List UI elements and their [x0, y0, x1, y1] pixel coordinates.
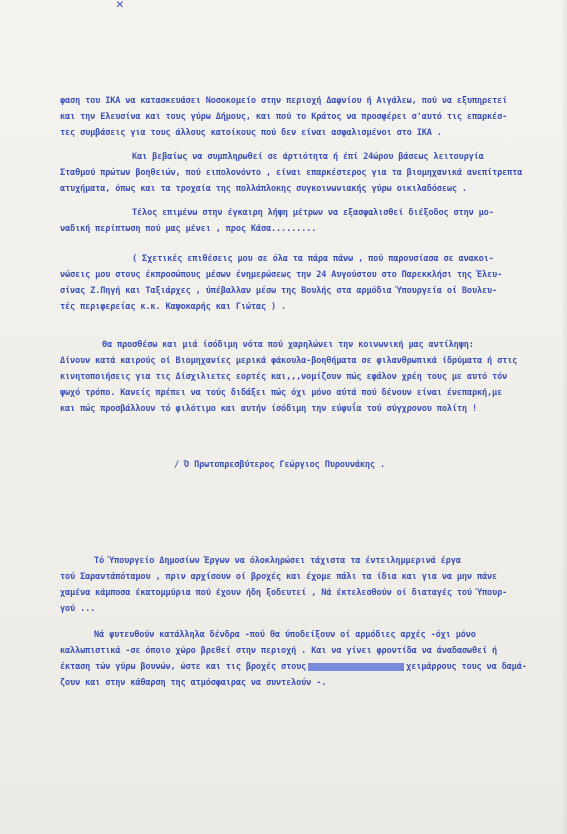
text-line: χαμένα κάμποσα έκατομμύρια πού έχουν ήδη ξοδευτεί , Νά έκτελεσθούν οί διαταγές τού Ύπουρ-: [60, 588, 508, 598]
text-line: καλλωπιστικά -σε όποιο χώρο βρεθεί στην περιοχή . Και να γίνει φροντίδα να άναδασωθεί ή: [60, 646, 498, 656]
text-line: ατυχήματα, όπως και τα τροχαία της πολλάπλοκης συγκοινωνιακής γύρω οικιλαδόσεως .: [60, 184, 467, 194]
text-line: τού Σαραντάπόταμου , πριν αρχίσουν οί βροχές και έχομε πάλι τα ίδια και για να μην πάνε: [60, 572, 498, 582]
text-line: Σταθμού πρώτων βοηθειών, πού ειπολονόντο , είναι επαρκέστερος για τα βιομηχανικά ανεπίτρεπτα: [60, 168, 523, 178]
text-line: νώσεις μου στους έκπροσώπους μέσων ένημερώσεως την 24 Αυγούστου στο Παρεκκλήσι της Έλευ-: [60, 270, 503, 280]
text-line: Δίνουν κατά καιρούς οί Βιομηχανίες μερικά φάκουλα-βοηθήματα σε φιλανθρωπικά ίδρύματα ή στις: [60, 356, 518, 366]
signature-line: / Ό Πρωτοπρεσβύτερος Γεώργιος Πυρουνάκης .: [174, 460, 386, 470]
page-edge-shadow: [561, 0, 567, 834]
text-line: ναδική περίπτωση πού μας μένει , προς Κάσα.........: [60, 224, 317, 234]
text-line: ( Σχετικές επιθέσεις μου σε όλα τα πάρα πάνω , πού παρουσίασα σε ανακοι-: [132, 254, 494, 264]
text-line: Τό Ύπουργείο Δημοσίων Έργων να όλοκληρώσει τάχιστα τα έντειλημμερινά έργα: [94, 556, 461, 566]
text-line: τες συμβάσεις για τους άλλους κατοίκους πού δεν είναι ασφαλισμένοι στο ΙΚΑ .: [60, 128, 442, 138]
text-line: [60, 662, 527, 673]
struck-out-text: [308, 663, 404, 671]
text-line: Νά φυτευθούν κατάλληλα δένδρα -πού θα ύποδείξουν οί αρμόδιες αρχές -όχι μόνο: [94, 630, 476, 640]
text-fragment: έκταση τών γύρω βουνών, ώστε και τις βροχές στους: [60, 662, 307, 672]
text-line: τές περιφερείας κ.κ. Καψοκαρής και Γιώτας ) .: [60, 302, 287, 312]
text-line: Τέλος επιμένω στην έγκαιρη λήψη μέτρων να εξασφαλισθεί διέξοδος στην μο-: [132, 208, 494, 218]
text-line: και πώς προσβάλλουν τό φιλότιμο και αυτήν ίσόδιμη την εύφυΐα τού σύγχρονου πολίτη !: [60, 404, 477, 414]
text-line: Και βεβαίως να συμπληρωθεί σε άρτιότητα ή έπί 24ώρου βάσεως λειτουργία: [132, 152, 484, 162]
text-line: ψωχό τρόπο. Κανείς πρέπει να τούς διδάξει πώς όχι μόνο αύτά πού δένουν είναι ένεπαρκή,με: [60, 388, 503, 398]
text-line: Θα προσθέσω και μιά ίσόδιμη νότα πού χαρηλώνει την κοινωνική μας αντίληψη:: [102, 340, 474, 350]
text-line: και την Ελευσίνα και τους γύρω Δήμους, και πού το Κράτος να προσφέρει σ'αυτό τις επαρκέσ-: [60, 112, 508, 122]
text-line: σίνας Ζ.Πηγή και Ταξιάρχες , ύπέβαλλαν μέσω της Βουλής στα αρμόδια Ύπουργεία οί Βουλευ-: [60, 286, 498, 296]
text-line: κινητοποιήσεις για τις Δίσχιλιετες εορτές και,,,νομίζουν πώς εφάλον χρέη τους με αυτό τόν: [60, 372, 508, 382]
text-line: γού ...: [60, 604, 96, 614]
text-line: φαση του ΙΚΑ να κατασκευάσει Νοσοκομείο στην περιοχή Δαφνίου ή Αιγάλεω, πού να εξυπηρετεί: [60, 96, 508, 106]
text-line: ζουν και στην κάθαρση της ατμόσφαιρας να συντελούν -.: [60, 678, 327, 688]
text-fragment: χειμάρρους τους να δαμά-: [406, 662, 527, 672]
fold-mark-icon: ✕: [116, 0, 124, 12]
